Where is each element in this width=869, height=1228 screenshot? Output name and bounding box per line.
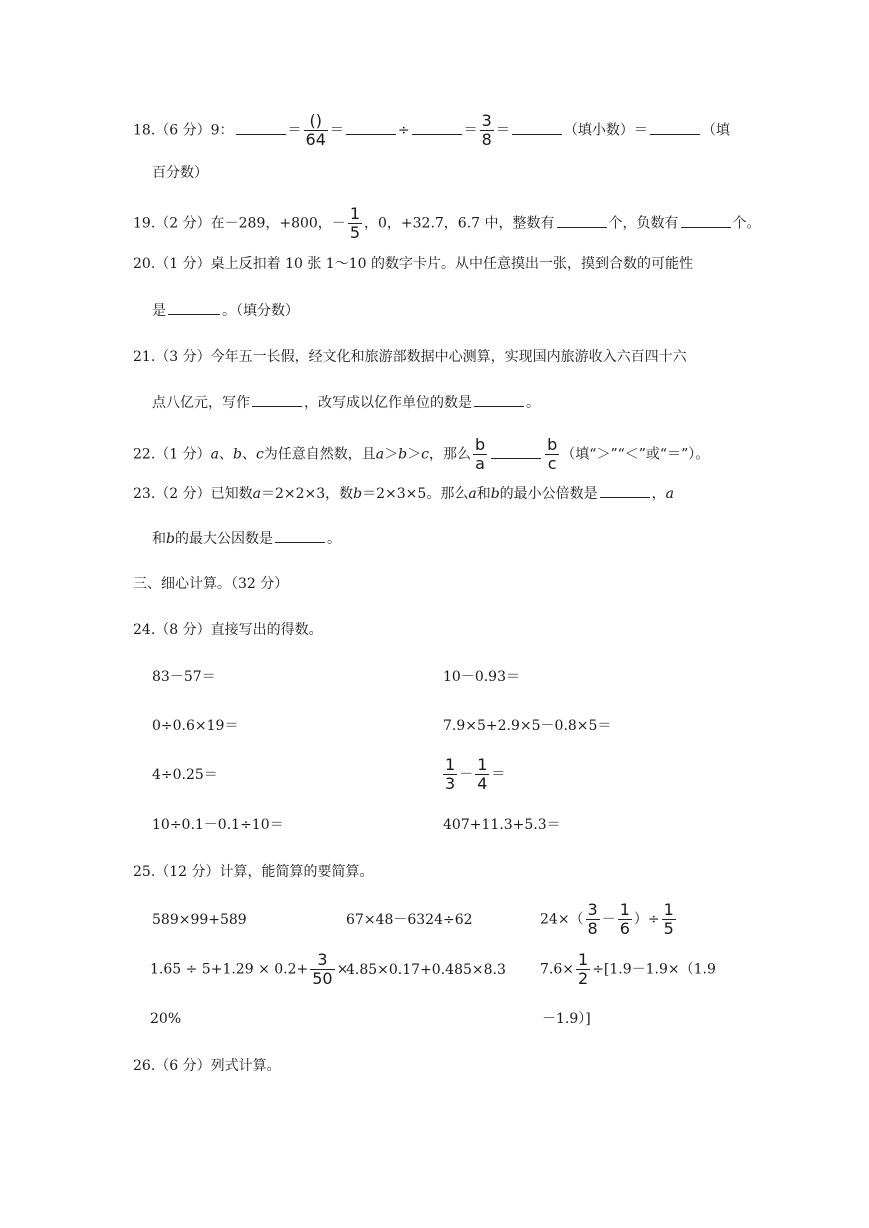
q18-fraction-64 (304, 112, 328, 149)
equals-sign: ＝ (329, 122, 344, 139)
q22-fraction-b-a (473, 436, 487, 473)
denominator: a (475, 454, 485, 473)
q18-line2: 百分数） (152, 165, 208, 181)
q23-text: 的最小公倍数是 (499, 486, 598, 502)
q25-expr-1: 589×99+589 (152, 912, 247, 928)
expr-text: 24×（ (540, 911, 584, 928)
q20-line1 (133, 254, 693, 274)
q18-blank-3[interactable] (412, 120, 462, 135)
q23-text: 和 (476, 486, 491, 502)
q23-blank-lcm[interactable] (600, 483, 650, 498)
q25-expr-6 (540, 951, 716, 988)
q21-blank-write[interactable] (252, 392, 302, 407)
denominator: 8 (587, 919, 598, 938)
fraction-1-6 (618, 901, 632, 938)
equals-sign: ＝ (463, 122, 478, 139)
var-b: b (232, 446, 242, 463)
q24-item: 7.9×5+2.9×5－0.8×5＝ (443, 718, 612, 734)
q21-blank-yi[interactable] (474, 392, 524, 407)
q19-score: （2 分） (155, 215, 211, 232)
q19-text: 个。 (732, 215, 761, 232)
denominator: 6 (619, 919, 630, 938)
denominator: 50 (312, 969, 333, 988)
q22-text: 为任意自然数，且 (263, 446, 376, 463)
q18-hint-percent: （填 (701, 122, 730, 139)
q23-text: 的最大公因数是 (174, 531, 273, 547)
numerator: 1 (445, 755, 456, 774)
q20-text: 桌上反扣着 10 张 1～10 的数字卡片。从中任意摸出一张，摸到合数的可能性 (210, 256, 693, 272)
q22-blank[interactable] (491, 444, 541, 459)
expr-text: × (336, 961, 349, 978)
q21-text: 今年五一长假，经文化和旅游部数据中心测算，实现国内旅游收入六百四十六 (210, 349, 687, 365)
q25-expr-3 (540, 901, 678, 938)
fraction-3-8 (586, 901, 600, 938)
var-a: a (252, 486, 261, 502)
q18-line1 (133, 112, 730, 149)
minus-sign: － (601, 911, 616, 928)
q23-line2 (152, 528, 341, 549)
q24-item: 10÷0.1－0.1÷10＝ (152, 817, 284, 833)
q25-expr-2: 67×48－6324÷62 (346, 912, 473, 928)
numerator: 3 (481, 111, 492, 130)
numerator: 3 (587, 900, 598, 919)
expr-text: 1.65 ÷ 5+1.29 × 0.2+ (150, 961, 309, 978)
q23-line1 (133, 483, 674, 504)
q23-blank-gcd[interactable] (275, 528, 325, 543)
greater-sign: ＞ (384, 446, 399, 463)
q20-score: （1 分） (155, 256, 211, 272)
q22-line (133, 436, 709, 473)
q18-blank-percent[interactable] (650, 120, 700, 135)
q21-text: ，改写成以亿作单位的数是 (304, 395, 472, 411)
fraction-1-2 (576, 951, 590, 988)
q19-fraction (348, 205, 362, 242)
greater-sign: ＞ (407, 446, 422, 463)
q20-text: 是 (152, 303, 166, 319)
var-c: c (255, 446, 264, 463)
q22-text: （填“＞”“＜”或“＝”）。 (561, 446, 710, 463)
q23-number: 23. (133, 486, 156, 502)
q21-line2 (152, 392, 540, 413)
q18-blank-2[interactable] (346, 120, 396, 135)
section-heading: 三、细心计算。（32 分） (133, 576, 289, 592)
q24-item: 10－0.93＝ (443, 669, 520, 685)
q24-item: 4÷0.25＝ (152, 767, 218, 783)
denominator: 8 (481, 130, 492, 149)
var-b: b (490, 486, 500, 502)
denominator: 2 (578, 969, 589, 988)
q21-score: （3 分） (155, 349, 211, 365)
equals-sign: ＝ (495, 122, 510, 139)
equals-sign: ＝ (633, 122, 648, 139)
denominator: 5 (349, 223, 360, 242)
q25-expr-4 (150, 951, 348, 988)
q23-text: 已知数 (210, 486, 253, 502)
q22-text: ，那么 (428, 446, 471, 463)
q20-number: 20. (133, 256, 156, 272)
q24-fraction-item (441, 756, 505, 793)
divide-sign: ÷ (397, 122, 410, 139)
numerator: 1 (477, 755, 488, 774)
var-c: c (421, 446, 429, 463)
numerator: 1 (619, 900, 630, 919)
q20-blank[interactable] (168, 300, 220, 315)
q22-score: （1 分） (155, 446, 211, 463)
q19-text: 个，负数有 (608, 215, 679, 232)
q19-line (133, 205, 761, 242)
var-b: b (398, 446, 408, 463)
q19-blank-negatives[interactable] (681, 213, 731, 228)
q18-blank-1[interactable] (236, 120, 286, 135)
equals-sign: ＝ (491, 766, 506, 783)
var-a: a (468, 486, 477, 502)
expr-text: 7.6× (540, 961, 574, 978)
separator: 、 (218, 446, 233, 463)
q21-text: 点八亿元，写作 (152, 395, 250, 411)
q22-number: 22. (133, 446, 156, 463)
q18-lead: 9： (210, 122, 234, 139)
fraction-3-50 (310, 951, 334, 988)
fraction-1-5 (662, 901, 676, 938)
denominator: 4 (477, 774, 488, 793)
q23-text: ＝2×3×5。那么 (362, 486, 469, 502)
q18-hint-decimal: （填小数） (563, 122, 634, 139)
numerator: 1 (663, 900, 674, 919)
q18-blank-decimal[interactable] (512, 120, 562, 135)
q22-fraction-b-c (545, 436, 559, 473)
equals-sign: ＝ (287, 122, 302, 139)
q26-title: 26.（6 分）列式计算。 (133, 1058, 281, 1074)
q23-text: 和 (152, 531, 166, 547)
minus-sign: － (459, 766, 474, 783)
q19-number: 19. (133, 215, 156, 232)
numerator: 1 (349, 204, 360, 223)
q20-text: 。（填分数） (222, 303, 299, 319)
q24-item: 0÷0.6×19＝ (152, 718, 239, 734)
q25-expr-4-cont: 20% (150, 1011, 182, 1027)
q19-text: ，0，+32.7，6.7 中，整数有 (364, 215, 555, 232)
separator: 、 (241, 446, 256, 463)
q19-text: 在－289，+800，－ (210, 215, 346, 232)
var-b: b (166, 531, 175, 547)
var-b: b (353, 486, 363, 502)
expr-text: ÷[1.9－1.9×（1.9 (592, 961, 716, 978)
q25-expr-5: 4.85×0.17+0.485×8.3 (346, 962, 506, 978)
expr-text: ）÷ (633, 911, 660, 928)
q24-item: 407+11.3+5.3＝ (443, 817, 561, 833)
var-a: a (665, 486, 675, 502)
q23-text: ＝2×2×3，数 (260, 486, 354, 502)
q18-fraction-3-8 (480, 112, 494, 149)
q19-blank-integers[interactable] (557, 213, 607, 228)
q23-text: 。 (326, 531, 341, 547)
fraction-1-4 (475, 756, 489, 793)
numerator: 1 (578, 950, 589, 969)
q21-text: 。 (526, 395, 540, 411)
q25-title: 25.（12 分）计算，能简算的要简算。 (133, 864, 374, 880)
q23-text: ， (651, 486, 666, 502)
denominator: 64 (305, 130, 326, 149)
q18-number: 18. (133, 122, 156, 139)
numerator[interactable]: () (304, 112, 328, 131)
denominator: 3 (445, 774, 456, 793)
q24-title: 24.（8 分）直接写出的得数。 (133, 622, 323, 638)
q21-number: 21. (133, 349, 156, 365)
q25-expr-6-cont: －1.9）] (542, 1011, 591, 1027)
q24-item: 83－57＝ (152, 669, 216, 685)
denominator: c (547, 454, 557, 473)
var-a: a (210, 446, 219, 463)
q20-line2 (152, 300, 299, 321)
var-a: a (375, 446, 385, 463)
fraction-1-3 (443, 756, 457, 793)
numerator: b (547, 435, 558, 454)
numerator: b (474, 435, 486, 454)
q23-score: （2 分） (155, 486, 211, 502)
q21-line1 (133, 347, 687, 367)
denominator: 5 (663, 919, 674, 938)
numerator: 3 (310, 951, 334, 970)
q18-score: （6 分） (155, 122, 211, 139)
